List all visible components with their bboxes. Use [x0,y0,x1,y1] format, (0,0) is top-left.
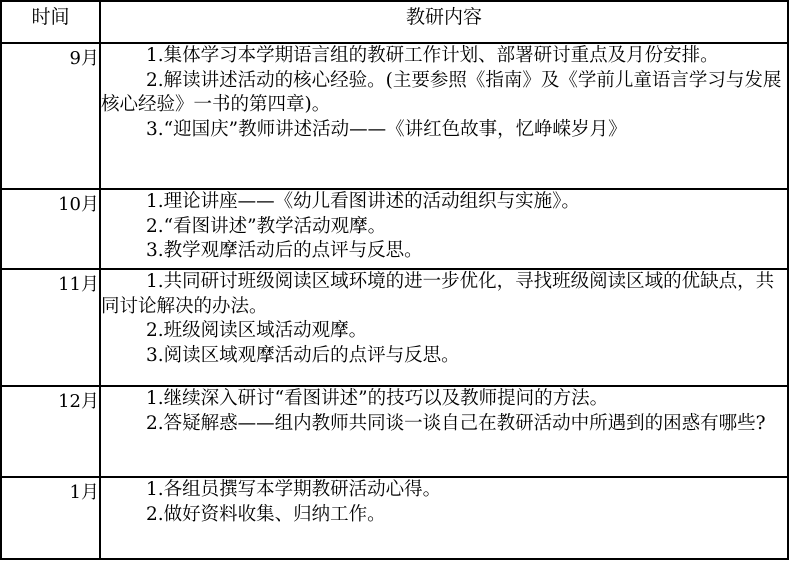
month-cell: 9月 [1,43,100,189]
plan-item: 2.解读讲述活动的核心经验。(主要参照《指南》及《学前儿童语言学习与发展核心经验》一书的第四章)。 [101,69,782,115]
plan-item: 2.“看图讲述”教学活动观摩。 [146,215,387,237]
plan-item: 1.集体学习本学期语言组的教研工作计划、部署研讨重点及月份安排。 [146,45,719,66]
plan-item: 3.阅读区域观摩活动后的点评与反思。 [146,344,460,366]
plan-item: 3.“迎国庆”教师讲述活动——《讲红色故事，忆峥嵘岁月》 [146,118,627,140]
plan-item: 1.共同研讨班级阅读区域环境的进一步优化，寻找班级阅读区域的优缺点，共同讨论解决的办法。 [101,271,775,317]
content-cell [100,386,788,477]
month-cell: 12月 [1,386,100,477]
plan-item: 3.教学观摩活动后的点评与反思。 [146,240,423,261]
table-row [1,386,788,477]
month-cell: 10月 [1,189,100,269]
plan-item: 2.答疑解惑——组内教师共同谈一谈自己在教研活动中所遇到的困惑有哪些? [146,412,766,434]
plan-item: 2.班级阅读区域活动观摩。 [146,320,368,341]
table-header-row [1,1,788,43]
plan-item: 1.理论讲座——《幼儿看图讲述的活动组织与实施》。 [146,191,580,212]
plan-item: 2.做好资料收集、归纳工作。 [146,503,386,525]
plan-item: 1.各组员撰写本学期教研活动心得。 [146,479,442,500]
month-cell: 1月 [1,477,100,559]
month-cell: 11月 [1,269,100,386]
header-content: 教研内容 [100,1,788,43]
content-cell [100,477,788,559]
table-row [1,189,788,269]
table-row [1,477,788,559]
content-cell [100,269,788,386]
plan-item: 1.继续深入研讨“看图讲述”的技巧以及教师提问的方法。 [146,388,609,409]
table-row [1,43,788,189]
content-cell [100,43,788,189]
header-time: 时间 [1,1,100,43]
table-row [1,269,788,386]
content-cell [100,189,788,269]
